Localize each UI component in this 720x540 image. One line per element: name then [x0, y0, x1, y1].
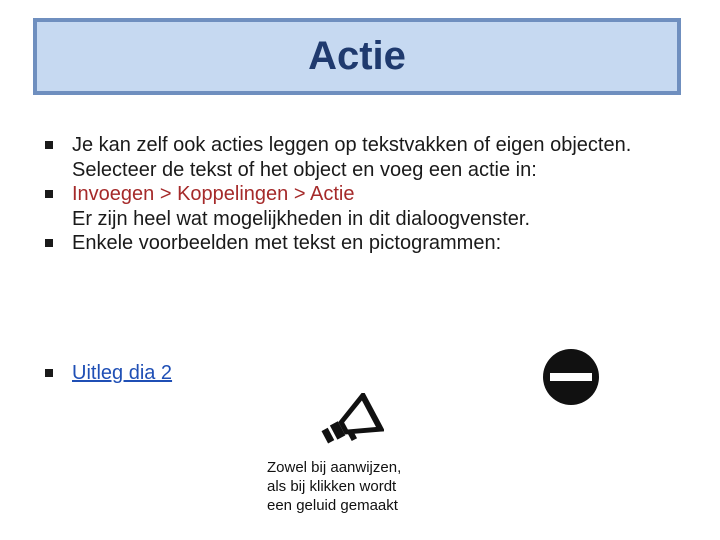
- no-entry-icon[interactable]: [542, 348, 600, 406]
- sound-caption: [267, 458, 442, 515]
- bullet-item: [42, 231, 682, 256]
- uitleg-dia-link[interactable]: Uitleg dia 2: [72, 362, 173, 384]
- bullet-square-icon: [45, 141, 53, 149]
- bullet-text: Er zijn heel wat mogelijkheden in dit dialoogvenster.: [72, 207, 531, 230]
- link-bullet-item: [42, 361, 172, 385]
- bullet-square-icon: [45, 369, 53, 377]
- menu-path-text: Invoegen > Koppelingen > Actie: [72, 183, 355, 205]
- slide-title: Actie: [308, 34, 406, 78]
- caption-line: Zowel bij aanwijzen,: [267, 459, 402, 476]
- bullet-square-icon: [45, 239, 53, 247]
- megaphone-icon[interactable]: [314, 393, 384, 448]
- bullet-item: [42, 133, 682, 182]
- bullet-list: [42, 133, 682, 256]
- caption-line: als bij klikken wordt: [267, 478, 397, 495]
- caption-line: een geluid gemaakt: [267, 497, 398, 514]
- bullet-text: Enkele voorbeelden met tekst en pictogrammen:: [72, 232, 502, 254]
- bullet-square-icon: [45, 190, 53, 198]
- title-box: [33, 18, 681, 95]
- bullet-item: [42, 182, 682, 231]
- bullet-text: Je kan zelf ook acties leggen op tekstvakken of eigen objecten. Selecteer de tekst of het object en voeg een actie in:: [72, 134, 632, 181]
